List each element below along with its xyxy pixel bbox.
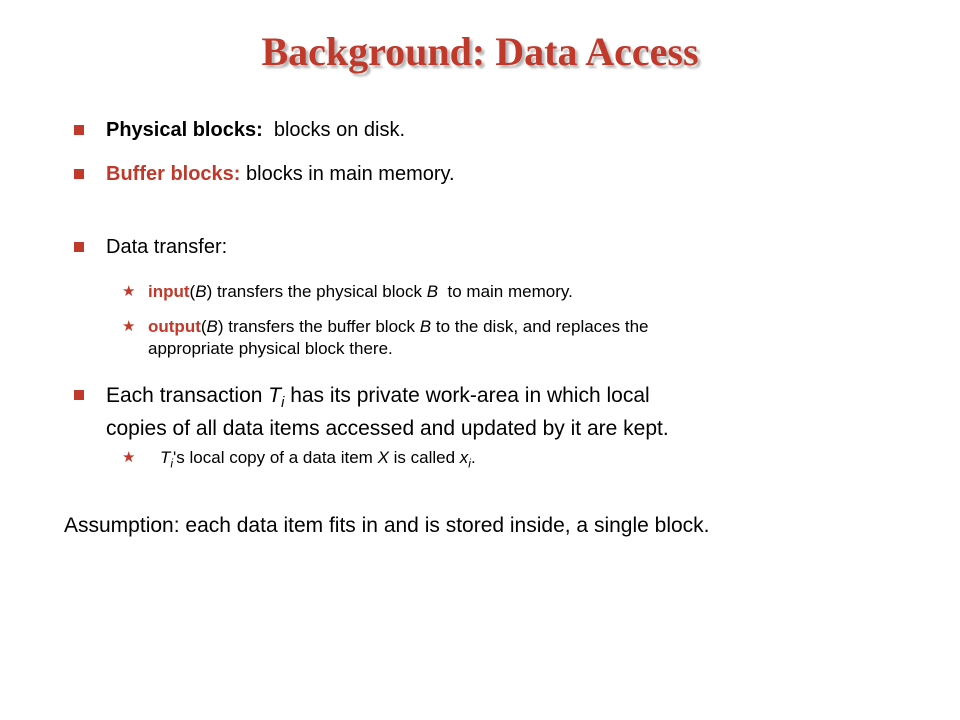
local-X: X: [377, 448, 389, 467]
output-text-cont: to the disk, and replaces the: [431, 317, 649, 336]
input-paren: (: [189, 282, 196, 301]
output-text: ) transfers the buffer block: [217, 317, 420, 336]
square-bullet-icon: [74, 125, 84, 135]
local-T: T: [160, 448, 171, 467]
output-block: B: [419, 317, 432, 336]
input-text-end: to main memory.: [438, 282, 573, 301]
square-bullet-icon: [74, 390, 84, 400]
local-x: x: [459, 448, 469, 467]
data-transfer-text: Data transfer:: [106, 236, 228, 258]
output-function: output: [148, 317, 201, 336]
physical-blocks-text: blocks on disk.: [262, 119, 406, 141]
square-bullet-icon: [74, 242, 84, 252]
local-end: .: [470, 448, 476, 467]
input-text: ) transfers the physical block: [206, 282, 427, 301]
each-i: i: [281, 395, 285, 412]
buffer-blocks-text: blocks in main memory.: [240, 163, 455, 185]
input-arg: B: [195, 282, 207, 301]
star-bullet-icon: ★: [122, 318, 136, 335]
local-text-b: is called: [388, 448, 460, 467]
square-bullet-icon: [74, 169, 84, 179]
output-paren: (: [200, 317, 207, 336]
each-T: T: [268, 384, 282, 407]
input-function: input: [148, 282, 190, 301]
assumption-text: Assumption: each data item fits in and is stored inside, a single block.: [64, 514, 710, 537]
physical-blocks-label: Physical blocks:: [106, 119, 263, 141]
buffer-blocks-label: Buffer blocks:: [106, 163, 241, 185]
output-arg: B: [206, 317, 218, 336]
input-block: B: [426, 282, 439, 301]
local-i: i: [170, 456, 174, 471]
each-text-a: Each transaction: [106, 384, 269, 407]
star-bullet-icon: ★: [122, 283, 136, 300]
local-text-a: 's local copy of a data item: [173, 448, 378, 467]
output-text-line2: appropriate physical block there.: [148, 339, 393, 358]
each-text-c: copies of all data items accessed and updated by it are kept.: [106, 417, 669, 441]
star-bullet-icon: ★: [122, 449, 136, 466]
each-text-b: has its private work-area in which local: [284, 384, 650, 407]
local-xi: i: [468, 456, 471, 471]
slide-title: Background: Data Access: [261, 29, 699, 74]
